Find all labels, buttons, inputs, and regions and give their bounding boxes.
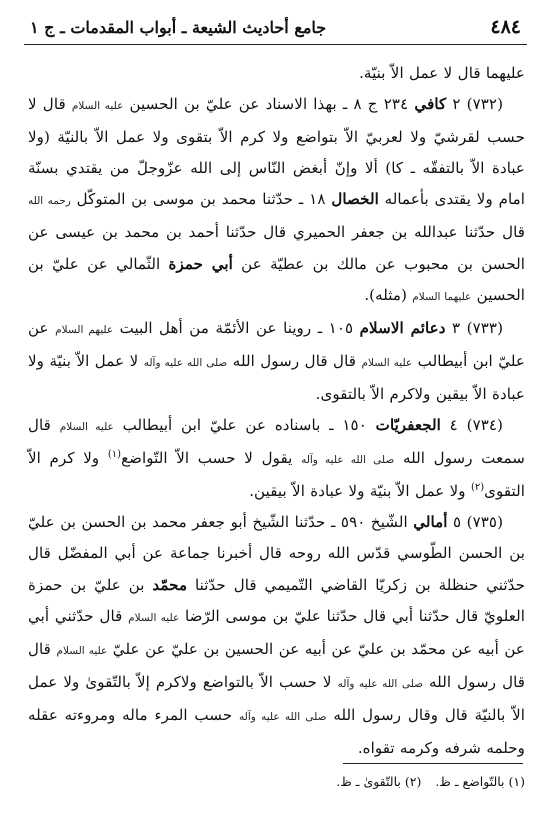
source-name: الجعفريّات (375, 416, 441, 435)
hadith-734 (28, 410, 525, 507)
narrator-name: أبي حمزة (168, 254, 233, 273)
honorific-mark: عليه السلام (56, 644, 108, 657)
honorific-mark: صلى الله عليه وآله (239, 710, 327, 723)
continuation-text: عليهما قال لا عمل الاّ بنيّة. (359, 64, 525, 82)
hadith-text: ١٠٥ ـ روينا عن الأئمّة من أهل البيت (113, 318, 360, 337)
source-name: أمالي (413, 513, 448, 532)
hadith-text: لا حسب الاّ بالتواضع ولاكرم إلاّ بالتّقوىٰ ولا عمل الاّ بالنيّة قال وقال رسول الله (28, 672, 526, 724)
honorific-mark: عليهما السلام (412, 290, 472, 303)
hadith-number: (٧٣٢) ٢ (446, 95, 504, 114)
hadith-text: ١٥٠ ـ باسناده عن عليّ ابن أبيطالب (113, 416, 376, 435)
footnote-2: (٢) بالتّقوىٰ ـ ظ. (336, 774, 422, 789)
hadith-text: ٢٣٤ ج ٨ ـ بهذا الاسناد عن عليّ بن الحسين (123, 95, 415, 114)
hadith-text: قال قال رسول الله (28, 639, 526, 691)
running-title: جامع أحاديث الشيعة ـ أبواب المقدمات ـ ج ١ (30, 18, 327, 37)
honorific-mark: عليه السلام (59, 421, 114, 434)
page-body (28, 58, 525, 764)
footnote-divider (343, 763, 523, 764)
hadith-number: (٧٣٣) ٣ (445, 318, 504, 337)
page-number: ٤٨٤ (490, 16, 521, 38)
honorific-mark: صلى الله عليه وآله (143, 356, 228, 369)
hadith-text: يقول لا حسب الاّ التّواضع (121, 449, 302, 468)
footnotes (28, 771, 525, 793)
honorific-mark: رحمه الله (28, 195, 71, 208)
source-name: دعائم الاسلام (359, 318, 446, 337)
hadith-text: لا عمل الاّ بنيّة ولا عبادة الاّ بيقين ولاكرم الاّ بالتقوى. (28, 351, 525, 403)
footnote-ref-1[interactable]: (١) (107, 449, 122, 461)
hadith-text: قال سمعت رسول الله (28, 416, 526, 468)
continuation-line (28, 58, 525, 89)
hadith-text: ولا كرم الاّ التقوى (28, 449, 525, 501)
hadith-text: حسب المرء ماله ومروءته عقله وحلمه شرفه وكرمه تقواه. (28, 705, 525, 757)
hadith-735 (28, 507, 525, 764)
hadith-number: (٧٣٥) ٥ (447, 513, 504, 532)
hadith-text: الشّيخ ٥٩٠ ـ حدّثنا الشّيخ أبو جعفر محمد بن الحسن بن عليّ بن الحسن الطّوسي قدّس الله روحه قال أخبرنا جماعة عن أبي المفضّل قال حدّثني حنظلة بن زكريّا القاضي التّميمي قال حدّثنا (28, 513, 525, 594)
honorific-mark: صلى الله عليه وآله (301, 454, 395, 467)
hadith-text: الثّمالي عن عليّ بن الحسين (28, 254, 525, 304)
narrator-name: محمّد (152, 575, 188, 594)
hadith-text: ولا عمل الاّ بنيّة ولا عبادة الاّ بيقين. (249, 482, 471, 501)
honorific-mark: عليه السلام (128, 611, 180, 624)
hadith-text: (مثله). (364, 285, 413, 304)
hadith-text: قال قال رسول الله (227, 351, 362, 370)
honorific-mark: عليهم السلام (55, 323, 114, 336)
page-header (24, 10, 527, 45)
hadith-text: بن عليّ بن حمزة العلويّ قال حدّثنا أبي قال حدّثنا عليّ بن موسى الرّضا (28, 575, 525, 625)
footnote-1: (١) بالتّواضع ـ ظ. (435, 774, 525, 789)
hadith-number: (٧٣٤) ٤ (440, 416, 503, 435)
hadith-text: ١٨ ـ حدّثنا محمد بن موسى بن المتوكّل (70, 190, 332, 209)
hadith-text: قال لا حسب لقرشيّ ولا لعربيّ الاّ بتواضع ولا كرم الاّ بتقوى ولا عمل الاّ بالنيّة (ولا عبادة الاّ بالتفقّه ـ كا) ألا وإنّ أبغض النّاس إلى الله عزّوجلّ من يقتدي بسنّة امام ولا يقتدى بأعماله (28, 95, 525, 209)
hadith-733 (28, 313, 525, 410)
hadith-732 (28, 89, 525, 313)
footnote-ref-2[interactable]: (٢) (470, 482, 485, 494)
hadith-text: قال حدّثني أبي عن أبيه عن محمّد بن عليّ عن أبيه عن الحسين بن عليّ عن عليّ (28, 606, 525, 658)
honorific-mark: صلى الله عليه وآله (337, 677, 423, 690)
source-name: كافي (414, 95, 447, 114)
honorific-mark: عليه السلام (71, 100, 124, 113)
honorific-mark: عليه السلام (361, 356, 413, 369)
hadith-text: عن عليّ ابن أبيطالب (28, 318, 525, 370)
hadith-text: قال حدّثنا عبدالله بن جعفر الحميري قال حدّثنا أحمد بن محمد بن عيسى عن الحسن بن محبوب عن مالك بن عطيّة عن (28, 223, 525, 273)
source-name: الخصال (331, 190, 379, 209)
